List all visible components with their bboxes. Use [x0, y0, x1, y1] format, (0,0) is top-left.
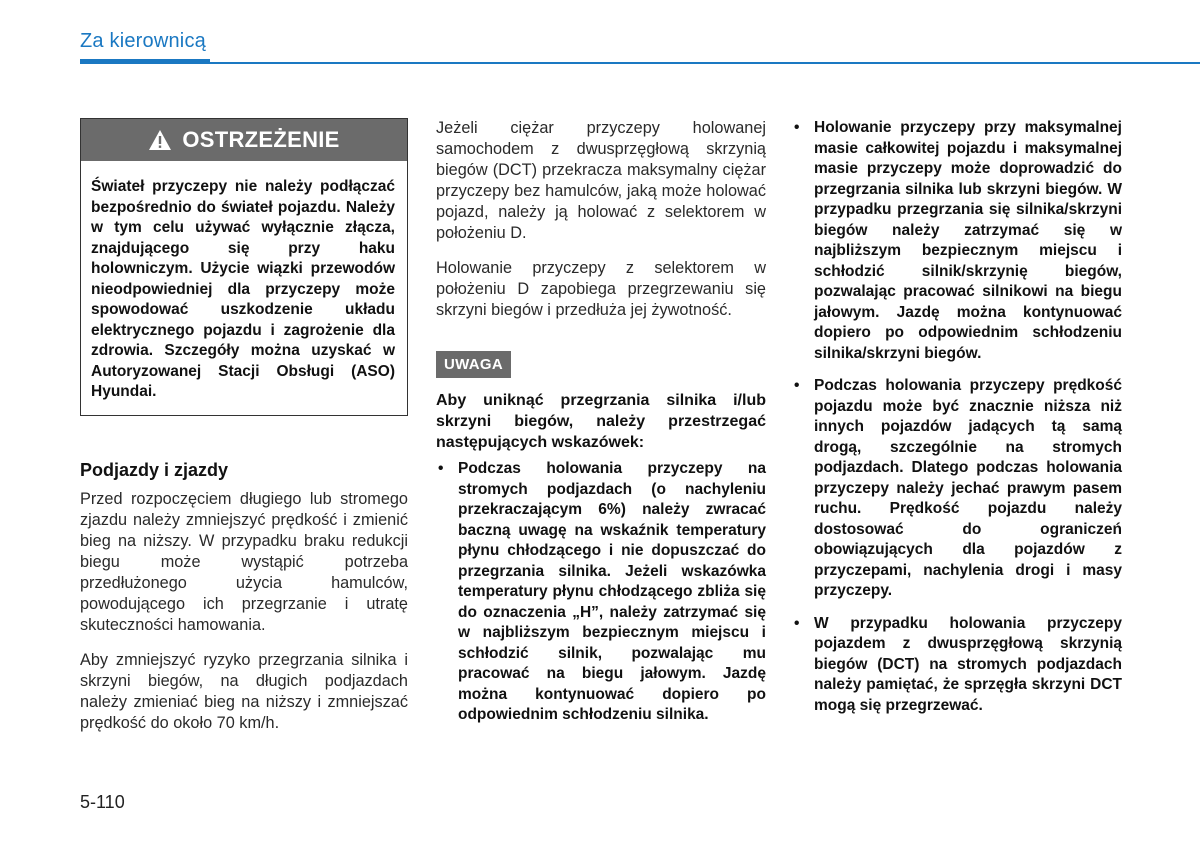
warning-text: Świateł przyczepy nie należy podłączać bezpośrednio do świateł pojazdu. Należy w tym celu używać wyłącznie złącza, znajdującego się przy haku holowniczym. Użycie wiązki przewodów nieodpowiedniej dla przyczepy może spowodować uszkodzenie układu elektrycznego pojazdu i zagrożenie dla zdrowia. Szczegóły można uzyskać w Autoryzowanej Stacji Obsługi (ASO) Hyundai.: [91, 178, 395, 400]
ramps-paragraph-1: Przed rozpoczęciem długiego lub stromego zjazdu należy zmniejszyć prędkość i zmienić bieg na niższy. W przypadku braku redukcji biegu może wystąpić potrzeba przedłużonego użycia hamulców, powodującego ich przegrzanie i utratę skuteczności hamowania.: [80, 489, 408, 634]
list-item: [792, 118, 1122, 364]
warning-triangle-icon: [148, 129, 172, 151]
notice-lead: Aby uniknąć przegrzania silnika i/lub skrzyni biegów, należy przestrzegać następujących wskazówek:: [436, 392, 766, 451]
warning-title: OSTRZEŻENIE: [182, 127, 340, 152]
list-item: [792, 614, 1122, 717]
section-title: Za kierownicą: [80, 30, 206, 52]
list-item-text: Holowanie przyczepy przy maksymalnej masie całkowitej pojazdu i maksymalnej masie przyczepy może doprowadzić do przegrzania silnika lub skrzyni biegów. W przypadku przegrzania się silnika/skrzyni biegów należy zatrzymać się w najbliższym bezpiecznym miejscu i schłodzić silnik/skrzynię biegów, pozwalając pracować silnikowi na biegu jałowym. Jazdę można kontynuować dopiero po odpowiednim schłodzeniu silnika/skrzyni biegów.: [814, 119, 1122, 362]
towing-bullet-list: [792, 118, 1122, 716]
notice-bullet-list: [436, 459, 766, 726]
bullet-dot: •: [438, 460, 444, 477]
list-item-text: W przypadku holowania przyczepy pojazdem z dwusprzęgłową skrzynią biegów (DCT) na stromych podjazdach należy pamiętać, że sprzęgła skrzyni DCT mogą się przegrzewać.: [814, 614, 1122, 714]
dct-paragraph-2: Holowanie przyczepy z selektorem w położeniu D zapobiega przegrzewaniu się skrzyni biegów i przedłuża jej żywotność.: [436, 259, 766, 319]
warning-box: [80, 118, 408, 416]
ramps-paragraph-2: Aby zmniejszyć ryzyko przegrzania silnika i skrzyni biegów, na długich podjazdach należy zmieniać bieg na niższy i zmniejszać prędkość do około 70 km/h.: [80, 650, 408, 732]
column-left: [80, 118, 408, 734]
section-title-underline: [80, 62, 1200, 64]
list-item: [792, 376, 1122, 602]
list-item-text: Podczas holowania przyczepy prędkość pojazdu może być znacznie niższa niż innych pojazdów jadących tą samą drogą, szczególnie na stromych podjazdach. Dlatego podczas holowania przyczepy należy jechać prawym pasem ruchu. Prędkość pojazdu należy dostosować do ograniczeń obowiązujących dla pojazdów z przyczepami, nachylenia drogi i masy przyczepy.: [814, 377, 1122, 599]
notice-label: UWAGA: [436, 351, 511, 378]
page-number: 5-110: [80, 792, 125, 812]
list-item-text: Podczas holowania przyczepy na stromych podjazdach (o nachyleniu przekraczającym 6%) należy zwracać baczną uwagę na wskaźnik temperatury płynu chłodzącego i nie dopuszczać do przegrzania silnika. Jeżeli wskazówka temperatury płynu chłodzącego zbliża się do oznaczenia „H”, należy zatrzymać się w najbliższym bezpiecznym miejscu i schłodzić silnik, pozwalając mu pracować na biegu jałowym. Jazdę można kontynuować dopiero po odpowiednim schłodzeniu silnika.: [458, 460, 766, 723]
warning-header: [81, 119, 407, 161]
dct-paragraph-1: Jeżeli ciężar przyczepy holowanej samochodem z dwusprzęgłową skrzynią biegów (DCT) przekracza maksymalny ciężar przyczepy bez hamulców, jaką może holować pojazd, należy ją holować z selektorem w położeniu D.: [436, 119, 766, 242]
ramps-heading: Podjazdy i zjazdy: [80, 459, 229, 480]
bullet-dot: •: [794, 614, 800, 632]
list-item: [436, 459, 766, 726]
column-middle: [436, 118, 766, 726]
column-right: [792, 118, 1122, 716]
bullet-dot: •: [794, 119, 800, 136]
bullet-dot: •: [794, 377, 800, 394]
